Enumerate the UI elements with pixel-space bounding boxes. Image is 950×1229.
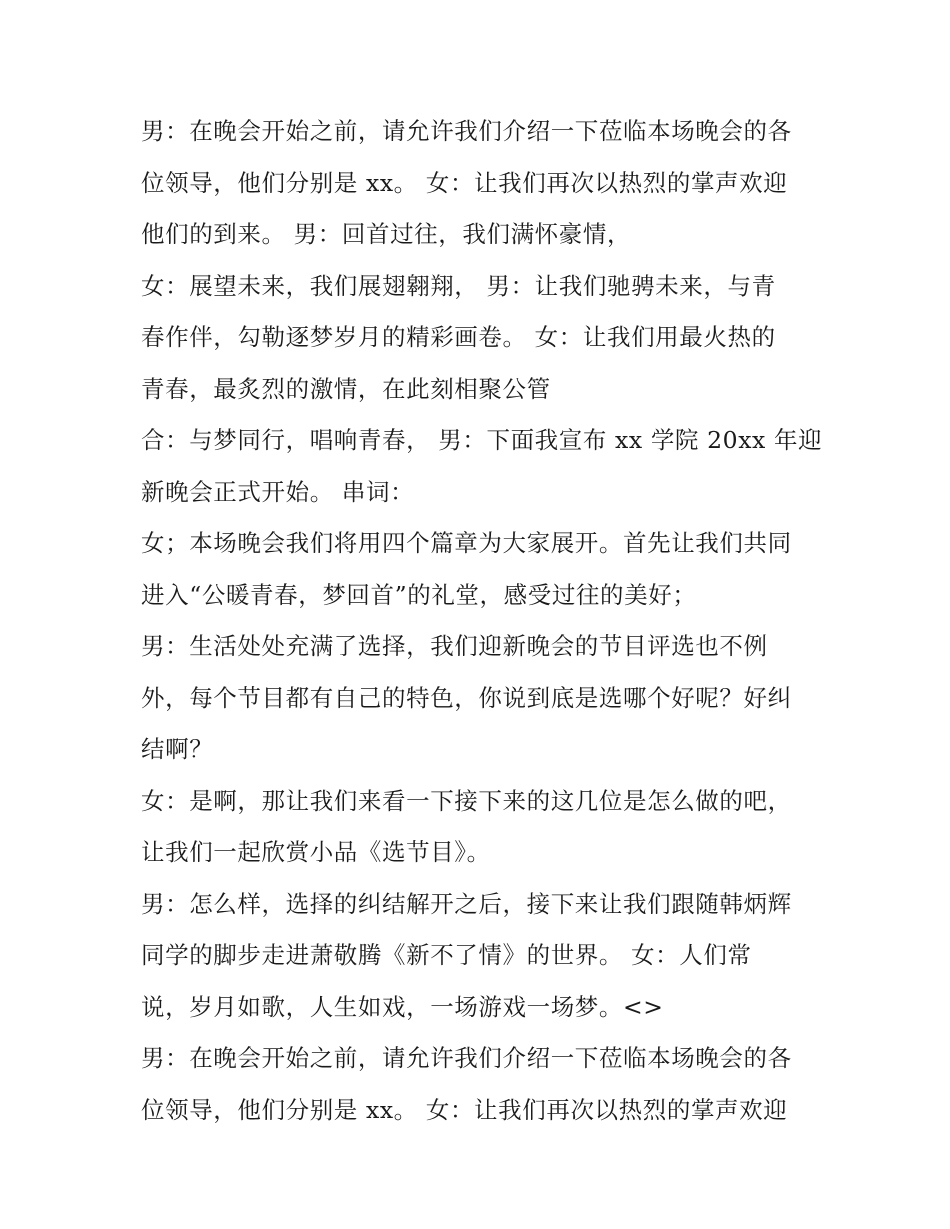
text-line: 男：怎么样，选择的纠结解开之后，接下来让我们跟随韩炳辉 xyxy=(141,889,792,918)
text-line: 合：与梦同行，唱响青春， 男：下面我宣布 xx 学院 20xx 年迎 xyxy=(141,426,823,454)
text-line: 男：在晚会开始之前，请允许我们介绍一下莅临本场晚会的各 xyxy=(141,117,792,145)
text-line: 位领导，他们分别是 xx。 女：让我们再次以热烈的掌声欢迎 xyxy=(141,1095,788,1124)
text-line: 他们的到来。 男：回首过往，我们满怀豪情， xyxy=(141,220,632,248)
text-line: 进入“公暖青春，梦回首”的礼堂，感受过往的美好； xyxy=(141,580,697,609)
text-line: 说，岁月如歌，人生如戏，一场游戏一场梦。<> xyxy=(141,992,664,1021)
text-line: 男：生活处处充满了选择，我们迎新晚会的节目评选也不例 xyxy=(141,632,768,660)
text-line: 青春，最炙烈的激情，在此刻相聚公管 xyxy=(141,374,551,403)
text-line: 男：在晚会开始之前，请允许我们介绍一下莅临本场晚会的各 xyxy=(141,1044,792,1072)
text-line: 新晚会正式开始。 串词： xyxy=(141,477,415,506)
text-line: 外，每个节目都有自己的特色，你说到底是选哪个好呢？好纠 xyxy=(141,683,792,712)
document-body xyxy=(141,106,821,1136)
text-line: 春作伴，勾勒逐梦岁月的精彩画卷。 女：让我们用最火热的 xyxy=(141,323,776,351)
text-line: 女：是啊，那让我们来看一下接下来的这几位是怎么做的吧， xyxy=(141,786,792,815)
text-line: 位领导，他们分别是 xx。 女：让我们再次以热烈的掌声欢迎 xyxy=(141,168,788,197)
text-line: 同学的脚步走进萧敬腾《新不了情》的世界。 女：人们常 xyxy=(141,941,752,969)
text-line: 女；本场晚会我们将用四个篇章为大家展开。首先让我们共同 xyxy=(141,529,792,557)
text-line: 女：展望未来，我们展翅翱翔， 男：让我们驰骋未来，与青 xyxy=(141,271,776,300)
text-line: 结啊？ xyxy=(141,735,214,763)
text-line: 让我们一起欣赏小品《选节目》。 xyxy=(141,838,491,866)
